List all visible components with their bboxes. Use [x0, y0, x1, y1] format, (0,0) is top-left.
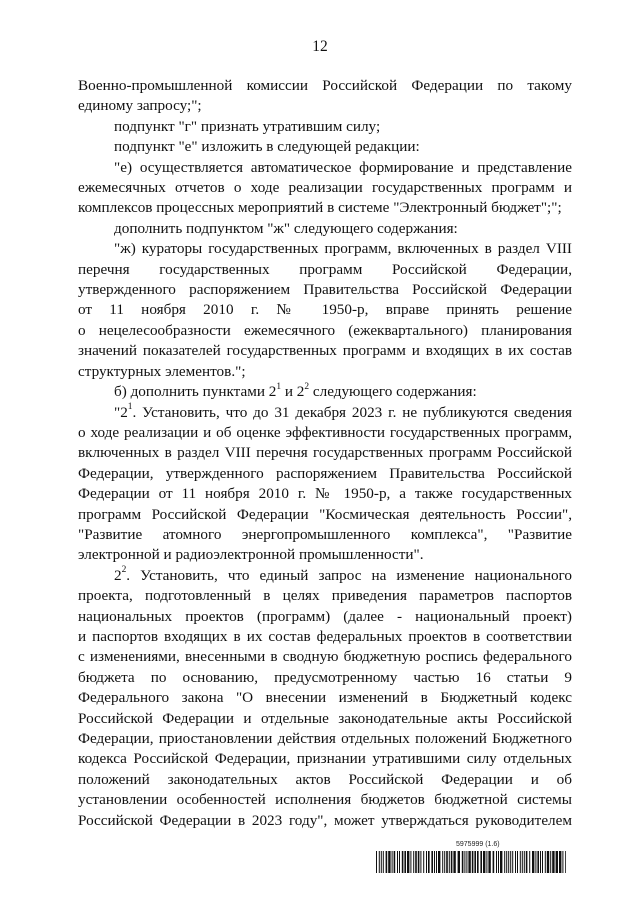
text-segment: проекта, подготовленный в целях приведения параметров паспортов [78, 587, 572, 605]
text-line [78, 668, 572, 688]
barcode-bar [428, 851, 430, 873]
barcode-bar [376, 851, 377, 873]
barcode-bar [462, 851, 464, 873]
text-line [78, 403, 572, 423]
text-segment: Российской Федерации в 2023 году", может утверждаться руководителем [78, 811, 572, 829]
barcode-bar [392, 851, 393, 873]
text-line [78, 464, 572, 484]
barcode-bar [498, 851, 499, 873]
text-segment: программ Российской Федерации "Космическая деятельность России", [78, 505, 572, 523]
barcode-bar [394, 851, 396, 873]
barcode-bar [407, 851, 409, 873]
text-segment: национальных проектов (программ) (далее - национальный проект) [78, 607, 572, 625]
barcode-bar [423, 851, 424, 873]
text-segment: Федерации от 11 ноября 2010 г. № 1950-р, а также государственных [78, 485, 572, 503]
barcode-bar [420, 851, 421, 873]
barcode-bar [556, 851, 558, 873]
text-line [78, 627, 572, 647]
barcode-bar [436, 851, 437, 873]
text-segment: . Установить, что до 31 декабря 2023 г. не публикуются сведения [132, 403, 572, 421]
text-segment: Федерального закона "О внесении изменений в Бюджетный кодекс [78, 689, 572, 707]
text-segment: перечня государственных программ Российской Федерации, [78, 260, 572, 278]
text-line [78, 423, 572, 443]
text-segment: Военно-промышленной комиссии Российской Федерации по такому [78, 77, 572, 94]
text-line [78, 96, 572, 116]
barcode-bar [413, 851, 414, 873]
barcode-bar [453, 851, 455, 873]
text-line [78, 239, 572, 259]
text-segment: Федерации, приостановлении действия отдельных положений Бюджетного [78, 730, 572, 747]
text-line [78, 586, 572, 606]
barcode-bar [483, 851, 485, 873]
text-line [78, 525, 572, 545]
barcode-bar [529, 851, 530, 873]
barcode-bar [486, 851, 487, 873]
barcode-bar [379, 851, 380, 873]
barcode-bar [524, 851, 525, 873]
barcode-bar [451, 851, 453, 873]
text-line [78, 76, 572, 96]
text-line [78, 790, 572, 810]
text-line [78, 709, 572, 729]
text-line [78, 484, 572, 504]
text-segment: единому запросу;"; [78, 97, 202, 115]
barcode-bar [537, 851, 539, 873]
text-segment: о нецелесообразности ежемесячного (ежеквартального) планирования [78, 321, 572, 339]
text-segment: Федерации, утвержденного распоряжением Правительства Российской [78, 464, 572, 482]
barcode-bar [550, 851, 551, 873]
barcode-bar [504, 851, 505, 873]
text-line [78, 300, 572, 320]
barcode-bar [488, 851, 490, 873]
barcode-bar [480, 851, 482, 873]
text-line [78, 280, 572, 300]
page-number: 12 [312, 38, 328, 55]
barcode-bar [464, 851, 465, 873]
superscript: 2 [304, 381, 310, 392]
barcode-bar [496, 851, 497, 873]
barcode-bar [434, 851, 435, 873]
barcode-bar [415, 851, 417, 873]
barcode-bar [426, 851, 427, 873]
barcode-bar [512, 851, 513, 873]
text-segment: значений показателей государственных программ и входящих в их состав [78, 342, 572, 360]
text-line [78, 321, 572, 341]
text-line [78, 505, 572, 525]
barcode-bar [515, 851, 516, 873]
barcode-bar [472, 851, 474, 873]
text-line [78, 566, 572, 586]
barcode-bar [397, 851, 398, 873]
text-segment: и паспортов входящих в их состав федеральных проектов в соответствии [78, 627, 572, 645]
text-segment: электронной и радиоэлектронной промышленности". [78, 546, 424, 564]
text-line [78, 688, 572, 708]
text-segment: б) дополнить пунктами 2 [114, 383, 277, 401]
text-segment: с изменениями, внесенными в сводную бюджетную роспись федерального [78, 648, 572, 666]
text-segment: утвержденного распоряжением Правительства Российской Федерации [78, 281, 572, 299]
text-line [78, 443, 572, 463]
barcode-bar [444, 851, 445, 873]
barcode-bar [547, 851, 549, 873]
barcode-bar [552, 851, 554, 873]
barcode-bar [449, 851, 450, 873]
text-segment: подпункт "е" изложить в следующей редакции: [114, 138, 420, 156]
text-line [78, 729, 572, 749]
text-segment: и 2 [281, 383, 305, 401]
text-line [78, 749, 572, 769]
barcode-bar [508, 851, 509, 873]
barcode-bar [532, 851, 534, 873]
text-segment: подпункт "г" признать утратившим силу; [114, 117, 381, 135]
text-line [78, 198, 572, 218]
text-line [78, 117, 572, 137]
barcode-bar [565, 851, 566, 873]
text-segment: "е) осуществляется автоматическое формирование и представление [114, 158, 572, 176]
barcode-bar [493, 851, 495, 873]
text-segment: кодекса Российской Федерации, признании утратившими силу отдельных [78, 750, 572, 768]
text-line [78, 607, 572, 627]
barcode-bar [410, 851, 411, 873]
barcode-bar [526, 851, 528, 873]
barcode-bar [383, 851, 384, 873]
barcode-bar [506, 851, 507, 873]
text-line [78, 647, 572, 667]
barcode-bar [388, 851, 390, 873]
text-segment: комплексов процессных мероприятий в системе "Электронный бюджет";"; [78, 199, 562, 217]
barcode-bar [562, 851, 563, 873]
text-segment: установлении особенностей исполнения бюджетов бюджетной системы [78, 791, 572, 809]
text-segment: дополнить подпунктом "ж" следующего содержания: [114, 219, 458, 237]
barcode-bar [431, 851, 433, 873]
barcode-bar [545, 851, 546, 873]
barcode-bar [520, 851, 521, 873]
text-line [78, 219, 572, 239]
barcode-bar [474, 851, 476, 873]
barcode-bar [386, 851, 388, 873]
superscript: 2 [121, 565, 127, 576]
text-segment: следующего содержания: [309, 383, 477, 401]
text-line [78, 137, 572, 157]
text-segment: бюджета по основанию, предусмотренному частью 16 статьи 9 [78, 668, 572, 686]
barcode-bar [468, 851, 470, 873]
barcode-bar [404, 851, 406, 873]
text-segment: "Развитие атомного энергопромышленного комплекса", "Развитие [78, 525, 572, 543]
barcode [376, 851, 566, 873]
text-segment: положений законодательных актов Российской Федерации и об [78, 770, 572, 788]
barcode-bar [500, 851, 502, 873]
text-segment: структурных элементов."; [78, 362, 246, 380]
text-line [78, 178, 572, 198]
document-body [78, 76, 572, 831]
document-stamp: 5975999 (1.6) [456, 841, 500, 848]
barcode-bar [517, 851, 518, 873]
text-segment: "ж) кураторы государственных программ, включенных в раздел VIII [114, 240, 572, 258]
text-segment: о ходе реализации и об оценке эффективности государственных программ, [78, 423, 572, 441]
barcode-bar [381, 851, 382, 873]
barcode-bar [542, 851, 543, 873]
barcode-bar [446, 851, 448, 873]
text-line [78, 770, 572, 790]
text-segment: от 11 ноября 2010 г. № 1950-р, вправе принять решение [78, 301, 572, 319]
text-line [78, 811, 572, 831]
barcode-bar [559, 851, 561, 873]
barcode-bar [399, 851, 400, 873]
superscript: 1 [127, 402, 133, 413]
text-segment: Российской Федерации и отдельные законодательные акты Российской [78, 709, 572, 727]
text-line [78, 545, 572, 565]
text-line [78, 362, 572, 382]
superscript: 1 [276, 381, 282, 392]
text-segment: . Установить, что единый запрос на изменение национального [126, 566, 572, 584]
barcode-bar [458, 851, 460, 873]
text-segment: ежемесячных отчетов о ходе реализации государственных программ и [78, 179, 572, 197]
barcode-bar [522, 851, 523, 873]
text-line [78, 382, 572, 402]
text-segment: "2 [114, 403, 128, 421]
text-line [78, 158, 572, 178]
text-segment: включенных в раздел VIII перечня государственных программ Российской [78, 444, 572, 462]
barcode-bar [418, 851, 420, 873]
text-segment: 2 [114, 566, 122, 584]
barcode-bar [535, 851, 536, 873]
text-line [78, 260, 572, 280]
barcode-bar [540, 851, 541, 873]
barcode-bar [477, 851, 479, 873]
barcode-bar [442, 851, 443, 873]
barcode-bar [466, 851, 467, 873]
barcode-bar [510, 851, 511, 873]
barcode-bar [402, 851, 404, 873]
barcode-bar [438, 851, 440, 873]
text-line [78, 341, 572, 361]
